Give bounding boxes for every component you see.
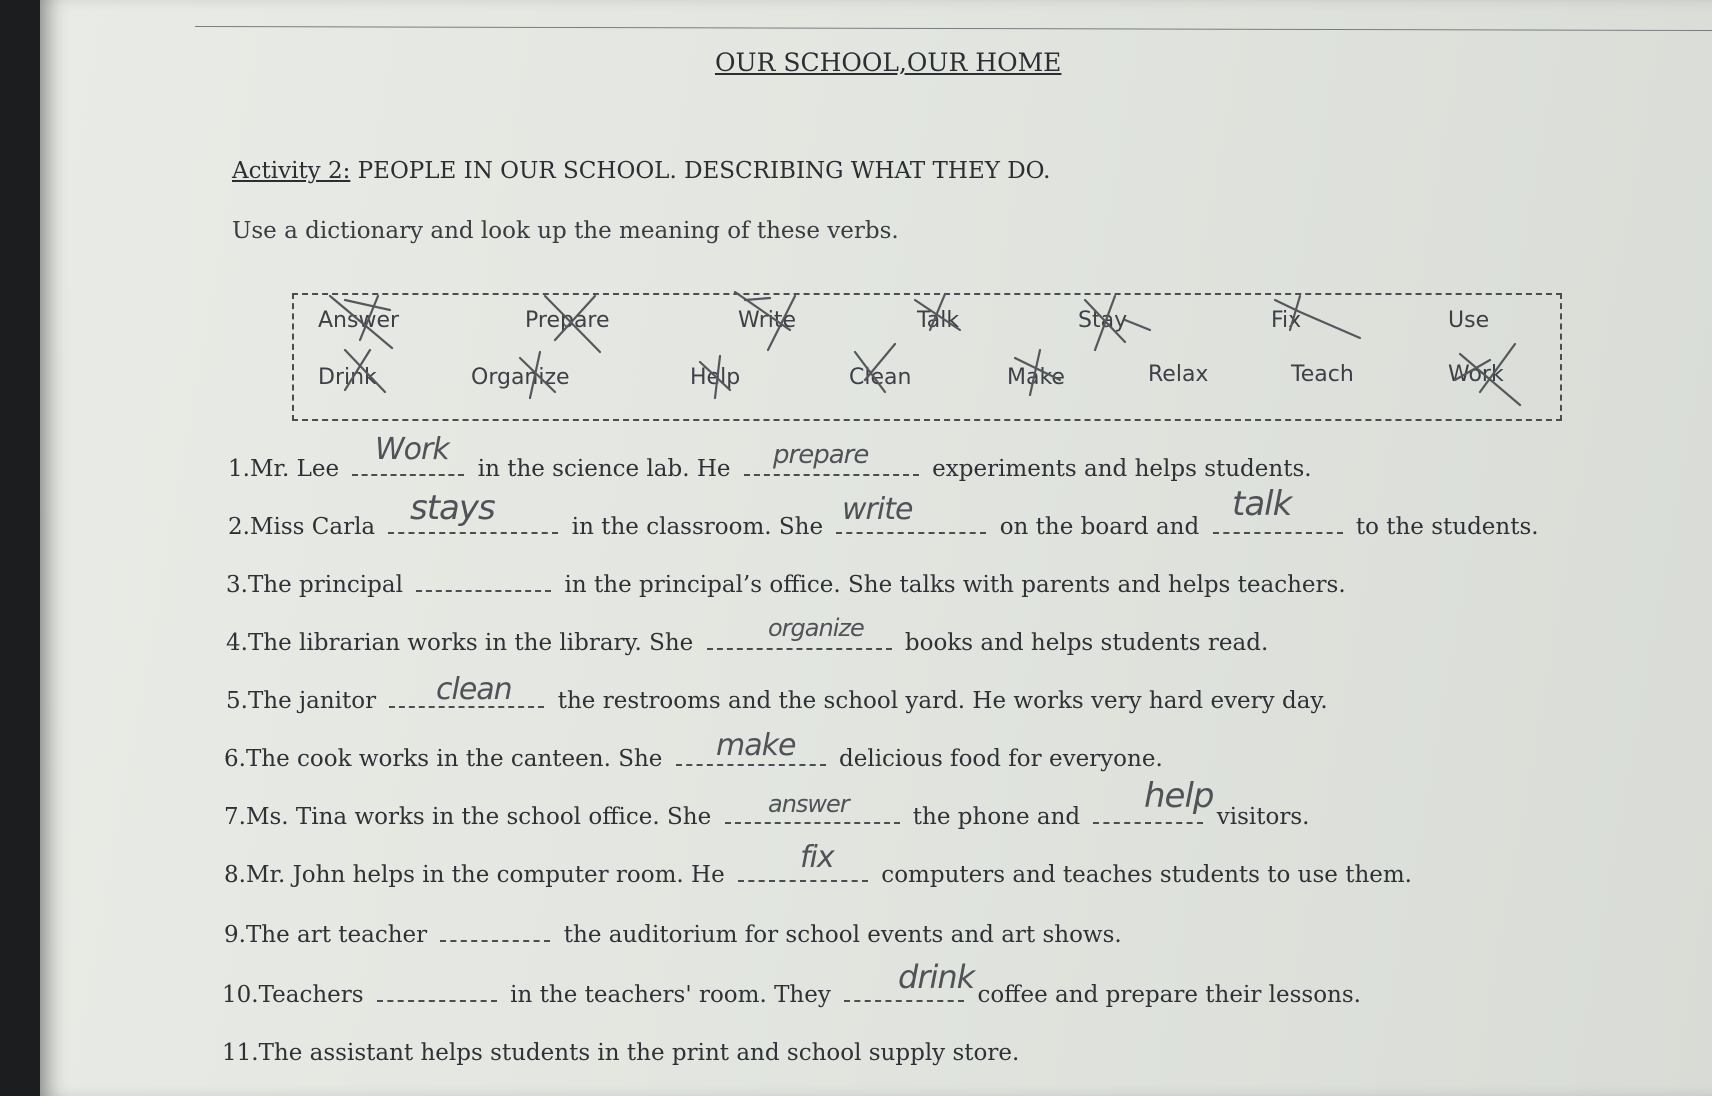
- sentence-6: [224, 742, 1163, 772]
- answer-7: clean: [436, 672, 512, 707]
- sentence-3: [226, 568, 1346, 598]
- sentence-11-part-1: 11.The assistant helps students in the print and school supply store.: [222, 1040, 1020, 1066]
- verb-help: Help: [690, 365, 741, 390]
- sentence-4: [226, 626, 1268, 656]
- sentence-2-part-1: 2.Miss Carla: [228, 514, 383, 540]
- sentence-4-part-1: 4.The librarian works in the library. She: [226, 630, 701, 656]
- sentence-7-part-1: 7.Ms. Tina works in the school office. She: [224, 804, 719, 830]
- blank-13[interactable]: [440, 918, 550, 942]
- sentence-9-part-2: the auditorium for school events and art shows.: [556, 922, 1122, 948]
- sentence-6-part-2: delicious food for everyone.: [831, 746, 1163, 772]
- answer-11: fix: [800, 840, 834, 875]
- sentence-8-part-2: computers and teaches students to use them.: [874, 862, 1412, 888]
- answer-8: make: [716, 728, 796, 763]
- verb-use: Use: [1448, 308, 1490, 333]
- verb-stay: Stay: [1078, 308, 1128, 333]
- answer-3: stays: [410, 488, 495, 528]
- sentence-5: [226, 684, 1328, 714]
- verb-clean: Clean: [849, 365, 912, 390]
- verb-answer: Answer: [318, 308, 400, 333]
- sentence-8-part-1: 8.Mr. John helps in the computer room. He: [224, 862, 732, 888]
- sentence-1-part-1: 1.Mr. Lee: [228, 456, 347, 482]
- answer-5: talk: [1232, 484, 1292, 524]
- sentence-3-part-1: 3.The principal: [226, 572, 411, 598]
- instruction-text: Use a dictionary and look up the meaning of these verbs.: [232, 218, 899, 244]
- verb-relax: Relax: [1148, 362, 1209, 387]
- verb-fix: Fix: [1271, 308, 1302, 333]
- activity-heading: [232, 158, 1051, 184]
- sentence-1-part-3: experiments and helps students.: [924, 456, 1312, 482]
- sentence-5-part-1: 5.The janitor: [226, 688, 384, 714]
- verb-organize: Organize: [471, 365, 570, 390]
- sentence-1-part-2: in the science lab. He: [470, 456, 738, 482]
- sentence-6-part-1: 6.The cook works in the canteen. She: [224, 746, 670, 772]
- blank-14[interactable]: [377, 978, 497, 1002]
- verb-make: Make: [1007, 365, 1065, 390]
- sentence-2-part-2: in the classroom. She: [564, 514, 831, 540]
- answer-1: Work: [375, 432, 449, 467]
- answer-4: write: [842, 492, 913, 527]
- activity-text: PEOPLE IN OUR SCHOOL. DESCRIBING WHAT THEY DO.: [350, 158, 1051, 184]
- verb-drink: Drink: [318, 365, 377, 390]
- sentence-4-part-2: books and helps students read.: [897, 630, 1269, 656]
- sentence-3-part-2: in the principal’s office. She talks with parents and helps teachers.: [557, 572, 1346, 598]
- sentence-7-part-2: the phone and: [905, 804, 1088, 830]
- answer-6: organize: [768, 614, 864, 642]
- sentence-10-part-3: coffee and prepare their lessons.: [970, 982, 1361, 1008]
- verb-talk: Talk: [917, 308, 960, 333]
- sentence-5-part-2: the restrooms and the school yard. He works very hard every day.: [550, 688, 1328, 714]
- answer-2: prepare: [773, 440, 869, 470]
- top-rule: [195, 26, 1712, 31]
- sentence-10-part-2: in the teachers' room. They: [502, 982, 839, 1008]
- verb-write: Write: [738, 308, 797, 333]
- sentence-10-part-1: 10.Teachers: [222, 982, 371, 1008]
- answer-10: help: [1144, 776, 1214, 816]
- sentence-11: [222, 1040, 1019, 1066]
- verb-work: Work: [1448, 362, 1504, 387]
- worksheet-title: OUR SCHOOL,OUR HOME: [715, 48, 1062, 77]
- answer-12: drink: [898, 958, 975, 996]
- answer-9: answer: [768, 790, 849, 818]
- sentence-2-part-4: to the students.: [1348, 514, 1539, 540]
- blank-6[interactable]: [416, 568, 551, 592]
- sentence-7-part-3: visitors.: [1209, 804, 1310, 830]
- verb-teach: Teach: [1291, 362, 1354, 387]
- sentence-9-part-1: 9.The art teacher: [224, 922, 435, 948]
- sentence-10: [222, 978, 1361, 1008]
- sentence-9: [224, 918, 1122, 948]
- sentence-2-part-3: on the board and: [992, 514, 1207, 540]
- verb-prepare: Prepare: [525, 308, 610, 333]
- activity-label: Activity 2:: [232, 158, 351, 184]
